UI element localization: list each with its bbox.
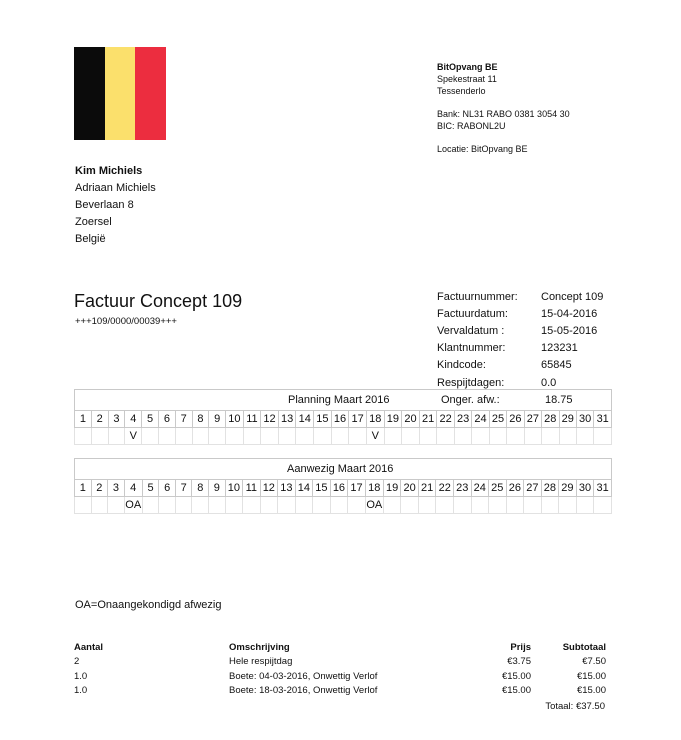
planning-day-cell: 9: [209, 411, 226, 428]
planning-mark-cell: [108, 428, 125, 445]
attendance-title: Aanwezig Maart 2016: [75, 459, 612, 480]
attendance-day-cell: 19: [383, 480, 401, 497]
attendance-day-cell: 13: [278, 480, 296, 497]
attendance-day-cell: 29: [559, 480, 577, 497]
attendance-mark-cell: [91, 497, 108, 514]
planning-day-cell: 8: [192, 411, 209, 428]
planning-day-cell: 20: [402, 411, 420, 428]
planning-mark-cell: V: [125, 428, 142, 445]
customer-country: België: [75, 233, 106, 245]
meta-value: 15-04-2016: [541, 307, 598, 320]
planning-day-cell: 18: [366, 411, 384, 428]
meta-row: [437, 322, 603, 339]
planning-mark-cell: [472, 428, 489, 445]
planning-day-cell: 22: [437, 411, 454, 428]
planning-day-cell: 30: [576, 411, 593, 428]
line-item: [74, 684, 606, 699]
attendance-mark-cell: [225, 497, 243, 514]
planning-mark-cell: [454, 428, 471, 445]
attendance-day-cell: 21: [418, 480, 436, 497]
header-subtotal: Subtotaal: [562, 641, 606, 653]
attendance-day-cell: 20: [401, 480, 419, 497]
invoice-meta: [437, 288, 603, 391]
attendance-mark-cell: [209, 497, 226, 514]
line-subtotal: €15.00: [576, 685, 606, 697]
planning-mark-cell: [314, 428, 332, 445]
company-location: Locatie: BitOpvang BE: [437, 144, 528, 154]
flag-stripe-yellow: [105, 47, 136, 140]
attendance-mark-cell: [142, 497, 159, 514]
belgian-flag-logo: [74, 47, 166, 140]
line-qty: 1.0: [74, 670, 88, 682]
planning-day-cell: 11: [243, 411, 261, 428]
attendance-mark-cell: [108, 497, 125, 514]
planning-mark-cell: [91, 428, 108, 445]
planning-mark-cell: [243, 428, 261, 445]
company-street: Spekestraat 11: [437, 74, 497, 84]
attendance-day-cell: 9: [209, 480, 226, 497]
customer-address: [75, 163, 156, 248]
attendance-mark-cell: [436, 497, 454, 514]
invoice-title: Factuur Concept 109: [74, 291, 243, 311]
attendance-mark-cell: [453, 497, 471, 514]
planning-day-cell: 26: [507, 411, 524, 428]
planning-mark-cell: [419, 428, 437, 445]
attendance-day-cell: 26: [506, 480, 524, 497]
meta-label: Respijtdagen:: [437, 376, 505, 389]
payment-reference: +++109/0000/00039+++: [75, 316, 177, 327]
company-bic: BIC: RABONL2U: [437, 121, 506, 131]
attendance-day-cell: 12: [260, 480, 278, 497]
planning-day-cell: 24: [472, 411, 489, 428]
planning-mark-cell: [296, 428, 314, 445]
planning-mark-cell: V: [366, 428, 384, 445]
planning-mark-cell: [576, 428, 593, 445]
customer-city: Zoersel: [75, 216, 112, 228]
planning-day-cell: 2: [91, 411, 108, 428]
planning-mark-cell: [489, 428, 506, 445]
meta-row: [437, 305, 603, 322]
invoice-lines: [74, 640, 606, 698]
attendance-day-cell: 24: [471, 480, 489, 497]
attendance-mark-cell: [594, 497, 612, 514]
planning-day-cell: 7: [175, 411, 192, 428]
lines-header: [74, 640, 606, 655]
planning-day-cell: 4: [125, 411, 142, 428]
planning-day-cell: 15: [314, 411, 332, 428]
attendance-mark-cell: [313, 497, 331, 514]
planning-title: Planning Maart 2016: [75, 390, 437, 411]
planning-day-cell: 16: [331, 411, 349, 428]
company-city: Tessenderlo: [437, 86, 486, 96]
attendance-mark-cell: [401, 497, 419, 514]
attendance-mark-cell: [524, 497, 542, 514]
meta-value: 65845: [541, 359, 572, 372]
attendance-mark-cell: [348, 497, 366, 514]
planning-mark-cell: [159, 428, 176, 445]
planning-day-cell: 27: [524, 411, 541, 428]
planning-mark-cell: [75, 428, 92, 445]
planning-day-cell: 13: [278, 411, 296, 428]
line-qty: 2: [74, 656, 80, 668]
meta-label: Onger. afw.:: [440, 394, 500, 406]
meta-row: [437, 340, 603, 357]
planning-day-cell: 3: [108, 411, 125, 428]
planning-day-cell: 6: [159, 411, 176, 428]
attendance-day-cell: 10: [225, 480, 243, 497]
planning-day-cell: 28: [542, 411, 559, 428]
planning-mark-cell: [142, 428, 159, 445]
attendance-mark-cell: [418, 497, 436, 514]
planning-mark-cell: [402, 428, 420, 445]
planning-mark-cell: [524, 428, 541, 445]
flag-stripe-red: [135, 47, 166, 140]
attendance-day-cell: 11: [243, 480, 260, 497]
attendance-mark-cell: [159, 497, 176, 514]
line-desc: Boete: 18-03-2016, Onwettig Verlof: [229, 685, 378, 697]
attendance-day-cell: 31: [594, 480, 612, 497]
planning-mark-cell: [226, 428, 244, 445]
attendance-calendar: [74, 458, 612, 514]
attendance-day-cell: 16: [330, 480, 348, 497]
customer-name: Kim Michiels: [75, 165, 143, 177]
attendance-day-cell: 4: [124, 480, 142, 497]
line-subtotal: €7.50: [582, 656, 606, 668]
company-bank: Bank: NL31 RABO 0381 3054 30: [437, 109, 570, 119]
customer-street: Beverlaan 8: [75, 199, 134, 211]
attendance-day-cell: 8: [192, 480, 209, 497]
legend: OA=Onaangekondigd afwezig: [75, 599, 222, 611]
planning-mark-cell: [594, 428, 612, 445]
meta-value: 15-05-2016: [541, 324, 598, 337]
planning-day-cell: 23: [454, 411, 471, 428]
planning-calendar: [74, 389, 612, 445]
attendance-day-cell: 7: [175, 480, 192, 497]
meta-label: Factuurdatum:: [437, 307, 508, 320]
attendance-mark-cell: [559, 497, 577, 514]
line-price: €3.75: [507, 656, 531, 668]
attendance-day-cell: 30: [576, 480, 594, 497]
line-desc: Boete: 04-03-2016, Onwettig Verlof: [229, 670, 378, 682]
attendance-mark-cell: OA: [124, 497, 142, 514]
planning-day-cell: 17: [349, 411, 367, 428]
company-address: [437, 61, 570, 155]
planning-mark-cell: [192, 428, 209, 445]
attendance-mark-cell: [243, 497, 260, 514]
planning-mark-cell: [384, 428, 402, 445]
attendance-mark-cell: [471, 497, 489, 514]
planning-mark-cell: [437, 428, 454, 445]
planning-day-cell: 21: [419, 411, 437, 428]
planning-day-cell: 1: [75, 411, 92, 428]
attendance-day-cell: 2: [91, 480, 108, 497]
attendance-day-cell: 5: [142, 480, 159, 497]
planning-day-cell: 19: [384, 411, 402, 428]
attendance-mark-cell: [330, 497, 348, 514]
planning-mark-cell: [349, 428, 367, 445]
attendance-mark-cell: [576, 497, 594, 514]
attendance-mark-cell: [175, 497, 192, 514]
meta-label: Vervaldatum :: [437, 324, 505, 337]
attendance-day-cell: 23: [453, 480, 471, 497]
attendance-day-cell: 3: [108, 480, 125, 497]
planning-mark-cell: [507, 428, 524, 445]
attendance-mark-cell: [541, 497, 559, 514]
attendance-day-cell: 22: [436, 480, 454, 497]
meta-label: Factuurnummer:: [437, 290, 518, 303]
meta-label: Kindcode:: [437, 359, 486, 372]
meta-row: [437, 288, 603, 305]
attendance-day-cell: 18: [365, 480, 383, 497]
attendance-mark-cell: [506, 497, 524, 514]
attendance-mark-cell: OA: [365, 497, 383, 514]
meta-label: Klantnummer:: [437, 342, 506, 355]
attendance-mark-cell: [295, 497, 313, 514]
attendance-mark-cell: [260, 497, 278, 514]
meta-value: 18.75: [544, 394, 573, 406]
attendance-day-cell: 1: [75, 480, 92, 497]
line-item: [74, 655, 606, 670]
meta-value: Concept 109: [541, 290, 604, 303]
attendance-mark-cell: [192, 497, 209, 514]
line-price: €15.00: [501, 685, 531, 697]
attendance-day-cell: 6: [159, 480, 176, 497]
header-desc: Omschrijving: [229, 641, 290, 653]
header-qty: Aantal: [74, 641, 104, 653]
planning-day-cell: 31: [594, 411, 612, 428]
attendance-day-cell: 28: [541, 480, 559, 497]
header-price: Prijs: [510, 641, 531, 653]
customer-line2: Adriaan Michiels: [75, 182, 156, 194]
planning-day-cell: 12: [261, 411, 279, 428]
line-item: [74, 669, 606, 684]
planning-day-cell: 14: [296, 411, 314, 428]
line-subtotal: €15.00: [576, 670, 606, 682]
invoice-total: Totaal: €37.50: [545, 701, 605, 712]
attendance-day-cell: 17: [348, 480, 366, 497]
meta-row: [437, 357, 603, 374]
attendance-mark-cell: [75, 497, 92, 514]
planning-day-cell: 29: [559, 411, 576, 428]
line-desc: Hele respijtdag: [229, 656, 293, 668]
company-name: BitOpvang BE: [437, 62, 498, 72]
attendance-day-cell: 14: [295, 480, 313, 497]
flag-stripe-black: [74, 47, 105, 140]
planning-mark-cell: [559, 428, 576, 445]
line-qty: 1.0: [74, 685, 88, 697]
attendance-day-cell: 27: [524, 480, 542, 497]
attendance-day-cell: 15: [313, 480, 331, 497]
attendance-day-cell: 25: [489, 480, 507, 497]
planning-mark-cell: [209, 428, 226, 445]
planning-day-cell: 5: [142, 411, 159, 428]
planning-mark-cell: [175, 428, 192, 445]
planning-day-cell: 25: [489, 411, 506, 428]
planning-mark-cell: [542, 428, 559, 445]
planning-day-cell: 10: [226, 411, 244, 428]
attendance-mark-cell: [383, 497, 401, 514]
line-price: €15.00: [501, 670, 531, 682]
attendance-mark-cell: [489, 497, 507, 514]
meta-value: 0.0: [541, 376, 557, 389]
onger-afw: [437, 390, 612, 411]
meta-value: 123231: [541, 342, 578, 355]
planning-mark-cell: [261, 428, 279, 445]
planning-mark-cell: [331, 428, 349, 445]
planning-mark-cell: [278, 428, 296, 445]
attendance-mark-cell: [278, 497, 296, 514]
